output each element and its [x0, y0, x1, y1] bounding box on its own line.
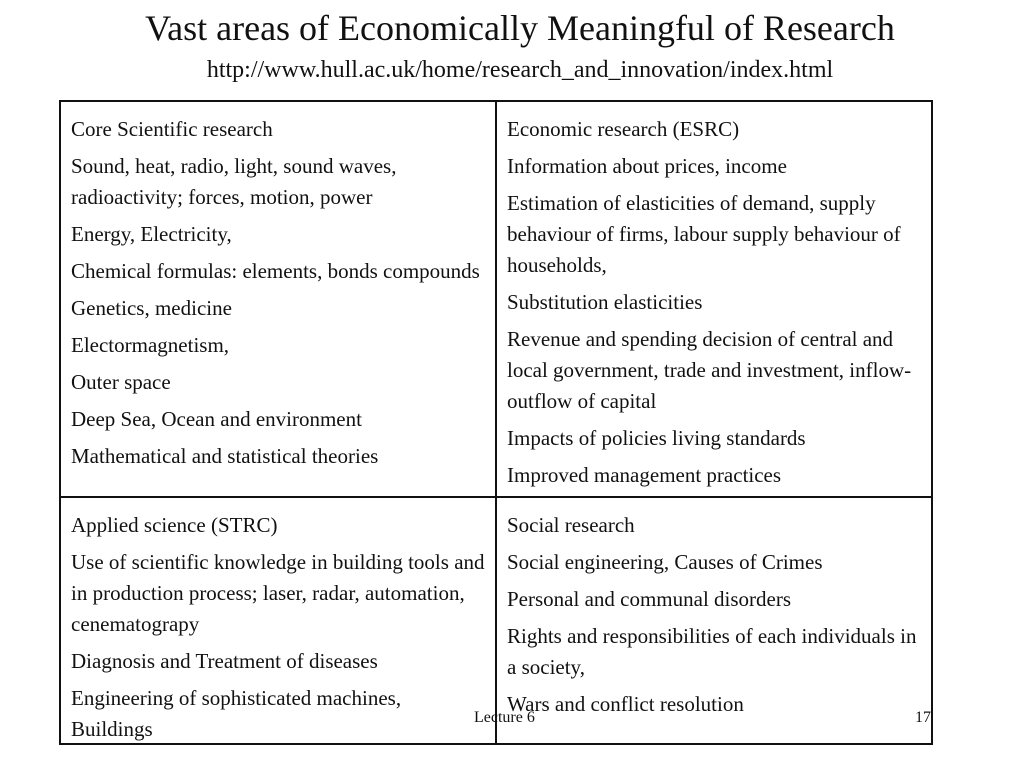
- cell-item: Genetics, medicine: [71, 296, 232, 320]
- cell-item: Wars and conflict resolution: [507, 692, 744, 716]
- cell-heading: Applied science (STRC): [71, 513, 278, 537]
- cell-item: Rights and responsibilities of each individuals in a society,: [507, 624, 917, 679]
- cell-item: Engineering of sophisticated machines, Buildings: [71, 686, 402, 741]
- slide-url: http://www.hull.ac.uk/home/research_and_innovation/index.html: [206, 57, 834, 83]
- cell-social-research: [497, 498, 933, 743]
- cell-applied-science: [61, 498, 497, 743]
- cell-item: Use of scientific knowledge in building tools and in production process; laser, radar, automation, cenematograpy: [71, 550, 485, 636]
- slide-title: Vast areas of Economically Meaningful of Research: [145, 8, 895, 48]
- cell-item: Deep Sea, Ocean and environment: [71, 407, 362, 431]
- cell-item: Social engineering, Causes of Crimes: [507, 550, 823, 574]
- cell-item: Information about prices, income: [507, 154, 787, 178]
- cell-item: Estimation of elasticities of demand, supply behaviour of firms, labour supply behaviour of households,: [507, 191, 901, 277]
- footer-page-number: 17: [915, 709, 931, 726]
- cell-item: Diagnosis and Treatment of diseases: [71, 649, 378, 673]
- cell-item: Substitution elasticities: [507, 290, 703, 314]
- cell-economic-research: [497, 102, 933, 498]
- cell-item: Outer space: [71, 370, 171, 394]
- cell-item: Chemical formulas: elements, bonds compounds: [71, 259, 480, 283]
- cell-core-scientific-research: [61, 102, 497, 498]
- cell-item: Personal and communal disorders: [507, 587, 792, 611]
- cell-heading: Core Scientific research: [71, 117, 273, 141]
- cell-item: Energy, Electricity,: [71, 222, 232, 246]
- cell-item: Electormagnetism,: [71, 333, 230, 357]
- cell-item: Improved management practices: [507, 463, 782, 487]
- research-areas-table: [59, 100, 933, 745]
- cell-heading: Economic research (ESRC): [507, 117, 740, 141]
- cell-item: Impacts of policies living standards: [507, 426, 806, 450]
- cell-heading: Social research: [507, 513, 635, 537]
- cell-item: Revenue and spending decision of central and local government, trade and investment, inflow-outflow of capital: [507, 327, 912, 413]
- footer-lecture-label: Lecture 6: [474, 709, 535, 726]
- cell-item: Mathematical and statistical theories: [71, 444, 379, 468]
- cell-item: Sound, heat, radio, light, sound waves, radioactivity; forces, motion, power: [71, 154, 397, 209]
